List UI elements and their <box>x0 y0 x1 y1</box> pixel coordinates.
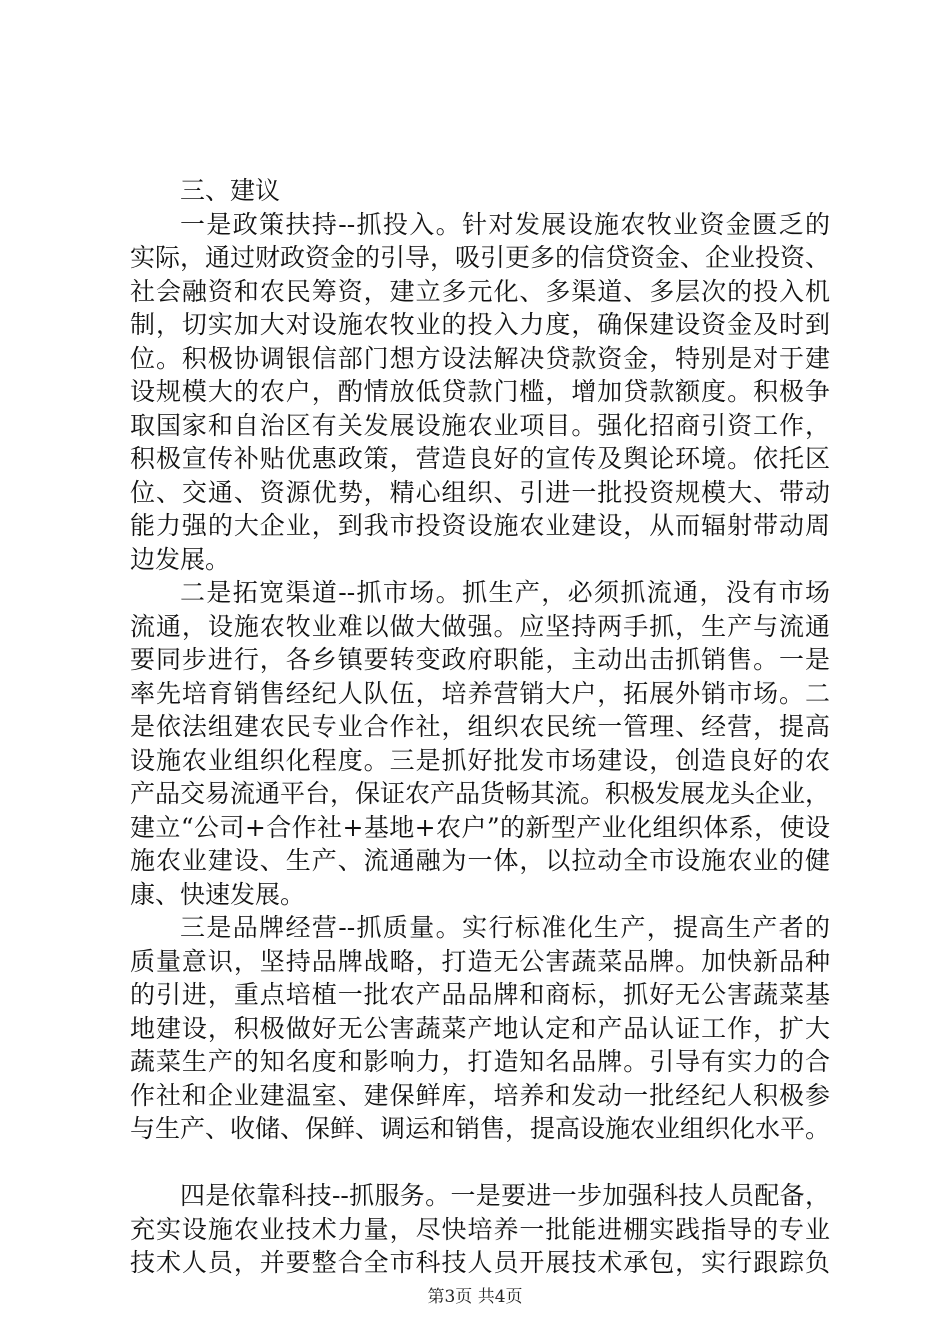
text-line: 作社和企业建温室、建保鲜库，培养和发动一批经纪人积极参 <box>130 1080 830 1110</box>
text-line: 率先培育销售经纪人队伍，培养营销大户，拓展外销市场。二 <box>130 678 830 708</box>
text-line: 设施农业组织化程度。三是抓好批发市场建设，创造良好的农 <box>130 745 830 775</box>
paragraph-policy-support <box>130 208 830 577</box>
text-line: 社会融资和农民筹资，建立多元化、多渠道、多层次的投入机 <box>130 276 830 306</box>
text-line: 设规模大的农户，酌情放低贷款门槛，增加贷款额度。积极争 <box>130 377 830 406</box>
text-line: 二是拓宽渠道--抓市场。抓生产，必须抓流通，没有市场 <box>180 578 830 607</box>
text-line: 技术人员，并要整合全市科技人员开展技术承包，实行跟踪负 <box>130 1248 830 1277</box>
paragraph-brand-quality <box>130 911 830 1146</box>
text-line: 是依法组建农民专业合作社，组织农民统一管理、经营，提高 <box>130 712 830 741</box>
text-line: 蔬菜生产的知名度和影响力，打造知名品牌。引导有实力的合 <box>130 1047 830 1076</box>
paragraph-market-channels <box>130 576 830 911</box>
text-line: 产品交易流通平台，保证农产品货畅其流。积极发展龙头企业， <box>130 779 831 808</box>
text-line: 位。积极协调银信部门想方设法解决贷款资金，特别是对于建 <box>130 343 830 373</box>
text-line: 质量意识，坚持品牌战略，打造无公害蔬菜品牌。加快新品种 <box>130 946 830 976</box>
text-line: 边发展。 <box>130 544 231 574</box>
section-heading: 三、建议 <box>180 176 281 205</box>
document-body <box>130 174 830 1280</box>
text-line: 实际，通过财政资金的引导，吸引更多的信贷资金、企业投资、 <box>130 243 831 272</box>
text-line: 四是依靠科技--抓服务。一是要进一步加强科技人员配备， <box>180 1181 830 1210</box>
paragraph-tech-service <box>130 1179 830 1280</box>
text-line: 康、快速发展。 <box>130 879 306 909</box>
text-line: 流通，设施农牧业难以做大做强。应坚持两手抓，生产与流通 <box>130 611 830 641</box>
paragraph-spacer <box>130 1146 830 1180</box>
text-line: 一是政策扶持--抓投入。针对发展设施农牧业资金匮乏的 <box>180 209 830 239</box>
text-line: 施农业建设、生产、流通融为一体，以拉动全市设施农业的健 <box>130 846 830 875</box>
text-line: 地建设，积极做好无公害蔬菜产地认定和产品认证工作，扩大 <box>130 1013 830 1043</box>
text-line: 与生产、收储、保鲜、调运和销售，提高设施农业组织化水平。 <box>130 1114 831 1143</box>
text-line: 的引进，重点培植一批农产品品牌和商标，抓好无公害蔬菜基 <box>130 980 830 1009</box>
text-line: 位、交通、资源优势，精心组织、引进一批投资规模大、带动 <box>130 477 830 507</box>
text-line: 取国家和自治区有关发展设施农业项目。强化招商引资工作， <box>130 410 830 440</box>
page-number-footer: 第3页 共4页 <box>427 1287 523 1307</box>
text-line: 能力强的大企业，到我市投资设施农业建设，从而辐射带动周 <box>130 511 830 540</box>
text-line: 建立“公司+合作社+基地+农户”的新型产业化组织体系，使设 <box>130 812 830 842</box>
text-line: 三是品牌经营--抓质量。实行标准化生产，提高生产者的 <box>180 913 830 942</box>
text-line: 要同步进行，各乡镇要转变政府职能，主动出击抓销售。一是 <box>130 645 830 674</box>
text-line: 积极宣传补贴优惠政策，营造良好的宣传及舆论环境。依托区 <box>130 444 830 473</box>
text-line: 制，切实加大对设施农牧业的投入力度，确保建设资金及时到 <box>130 310 830 339</box>
text-line: 充实设施农业技术力量，尽快培养一批能进棚实践指导的专业 <box>130 1214 830 1244</box>
